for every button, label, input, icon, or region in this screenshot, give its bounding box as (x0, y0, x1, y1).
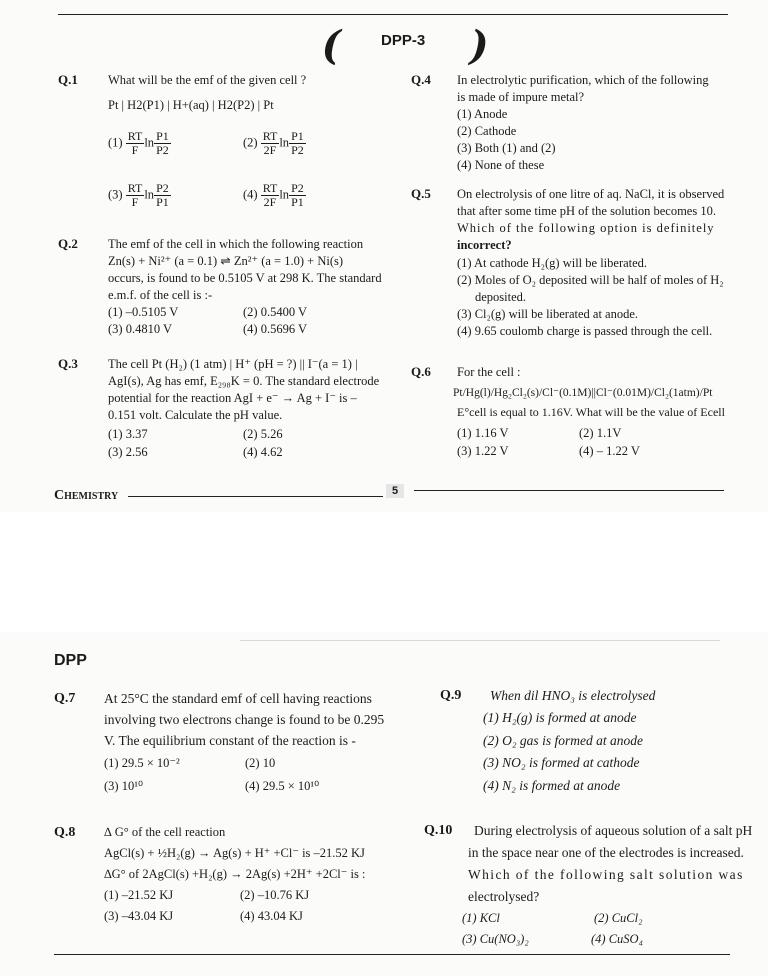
ln-label: ln (144, 135, 155, 150)
question-text: electrolysed? (468, 889, 540, 904)
question-text: In electrolytic purification, which of the following (457, 73, 709, 87)
option-1: (1) At cathode H₂(g) will be liberated. (457, 256, 648, 270)
left-bracket-decoration: ( (317, 22, 346, 69)
option-2: (2) Cathode (457, 124, 517, 138)
question-number: Q.1 (58, 72, 78, 87)
option-3: (3) 10¹⁰ (104, 779, 143, 793)
question-text: is made of impure metal? (457, 90, 585, 104)
question-number: Q.3 (58, 356, 78, 371)
option-4: (4) N₂ is formed at anode (483, 778, 621, 793)
question-text: Which of the following option is definitely (457, 221, 715, 235)
footer-rule-right (414, 490, 724, 491)
top-rule (58, 14, 728, 15)
question-text: At 25°C the standard emf of cell having reactions (104, 691, 372, 706)
coefficient-fraction: $\frac{RT}{F}$ (127, 129, 143, 157)
pressure-fraction: $\frac{P2}{P1}$ (291, 181, 304, 209)
option-number: (1) (108, 135, 123, 150)
cell-notation: Pt | H2(P1) | H+(aq) | H2(P2) | Pt (108, 98, 274, 112)
question-text: During electrolysis of aqueous solution of a salt pH (474, 823, 753, 838)
page-gap (0, 512, 768, 632)
option-number: (2) (243, 135, 258, 150)
question-text: What will be the emf of the given cell ? (108, 73, 307, 87)
option-2: (2) CuCl₂ (594, 911, 643, 925)
question-text: Which of the following salt solution was (468, 867, 744, 882)
option-1: (1) –0.5105 V (108, 305, 179, 319)
ln-label: ln (144, 187, 155, 202)
question-text: V. The equilibrium constant of the reaction is - (104, 733, 356, 748)
option-number: (4) (243, 187, 258, 202)
option-1: (1) Anode (457, 107, 508, 121)
page-title: DPP-3 (381, 32, 426, 49)
option-4: (4) None of these (457, 158, 545, 172)
option-1: (1) KCl (462, 911, 500, 925)
question-text: E°cell is equal to 1.16V. What will be the value of Ecell (457, 405, 725, 419)
option-2: (2) 5.26 (243, 427, 283, 441)
option-3: (3) Both (1) and (2) (457, 141, 556, 155)
question-text: in the space near one of the electrodes is increased. (468, 845, 744, 860)
bottom-rule (54, 954, 730, 955)
cell-notation: Pt/Hg(l)/Hg₂Cl₂(s)/Cl⁻(0.1M)||Cl⁻(0.01M)/Cl₂(1atm)/Pt (453, 387, 713, 399)
footer-rule-left (128, 496, 383, 497)
second-page-top-rule (240, 640, 720, 641)
question-number: Q.2 (58, 236, 78, 251)
reaction-equation: AgCl(s) + ½H₂(g) → Ag(s) + H⁺ +Cl⁻ is –21.52 KJ (104, 846, 365, 860)
question-text: occurs, is found to be 0.5105 V at 298 K. The standard (108, 271, 382, 285)
pressure-fraction: $\frac{P1}{P2}$ (291, 129, 304, 157)
question-number: Q.10 (424, 823, 453, 838)
reaction-equation: Zn(s) + Ni²⁺ (a = 0.1) ⇌ Zn²⁺ (a = 1.0) + Ni(s) (108, 254, 344, 268)
pressure-fraction: $\frac{P2}{P1}$ (156, 181, 169, 209)
question-text: When dil HNO₃ is electrolysed (490, 688, 656, 703)
coefficient-fraction: $\frac{RT}{F}$ (127, 181, 143, 209)
reaction-equation: ∆G° of 2AgCl(s) +H₂(g) → 2Ag(s) +2H⁺ +2Cl⁻ is : (104, 867, 366, 881)
option-1 (108, 130, 171, 157)
coefficient-fraction: $\frac{RT}{2F}$ (262, 129, 278, 157)
page-number: 5 (386, 484, 404, 498)
option-4: (4) 43.04 KJ (240, 909, 303, 923)
option-4: (4) 0.5696 V (243, 322, 308, 336)
question-text: that after some time pH of the solution becomes 10. (457, 204, 716, 218)
option-1: (1) 29.5 × 10⁻² (104, 756, 180, 770)
option-3: (3) NO₂ is formed at cathode (483, 755, 640, 770)
question-text: incorrect? (457, 238, 512, 252)
subject-label: Chemistry (54, 488, 119, 503)
pressure-fraction: $\frac{P1}{P2}$ (156, 129, 169, 157)
question-number: Q.5 (411, 186, 431, 201)
option-2: (2) 1.1V (579, 426, 622, 440)
ln-label: ln (279, 135, 290, 150)
question-text: For the cell : (457, 365, 521, 379)
question-text: On electrolysis of one litre of aq. NaCl, it is observed (457, 187, 725, 201)
option-2: (2) O₂ gas is formed at anode (483, 733, 643, 748)
option-number: (3) (108, 187, 123, 202)
question-number: Q.8 (54, 825, 76, 840)
option-4: (4) 4.62 (243, 445, 283, 459)
right-bracket-decoration: ) (465, 22, 494, 69)
question-number: Q.6 (411, 364, 431, 379)
question-text: involving two electrons change is found to be 0.295 (104, 712, 385, 727)
question-number: Q.7 (54, 691, 76, 706)
option-1: (1) –21.52 KJ (104, 888, 174, 902)
question-number: Q.9 (440, 688, 462, 703)
question-text: The cell Pt (H₂) (1 atm) | H⁺ (pH = ?) || I⁻(a = 1) | (108, 357, 358, 371)
option-4: (4) 9.65 coulomb charge is passed through the cell. (457, 324, 713, 338)
question-text: AgI(s), Ag has emf, E₂₉₈K = 0. The standard electrode (108, 374, 380, 388)
option-4 (243, 182, 306, 209)
section-title: DPP (54, 652, 87, 669)
option-4: (4) CuSO₄ (591, 932, 643, 946)
question-text: 0.151 volt. Calculate the pH value. (108, 408, 283, 422)
option-2 (243, 130, 306, 157)
question-number: Q.4 (411, 72, 431, 87)
option-4: (4) 29.5 × 10¹⁰ (245, 779, 320, 793)
option-1: (1) 3.37 (108, 427, 148, 441)
question-text: ∆ G° of the cell reaction (104, 825, 226, 839)
option-3: (3) 0.4810 V (108, 322, 173, 336)
question-text: potential for the reaction AgI + e⁻ → Ag + I⁻ is – (108, 391, 357, 405)
option-2: (2) Moles of O₂ deposited will be half of moles of H₂ (457, 273, 724, 287)
option-3: (3) Cu(NO₃)₂ (462, 932, 529, 946)
question-text: e.m.f. of the cell is :- (108, 288, 213, 302)
question-text: The emf of the cell in which the following reaction (108, 237, 364, 251)
ln-label: ln (279, 187, 290, 202)
option-2: (2) –10.76 KJ (240, 888, 310, 902)
option-3: (3) Cl₂(g) will be liberated at anode. (457, 307, 639, 321)
coefficient-fraction: $\frac{RT}{2F}$ (262, 181, 278, 209)
option-3: (3) 2.56 (108, 445, 148, 459)
option-2-continued: deposited. (475, 290, 527, 304)
option-1: (1) 1.16 V (457, 426, 509, 440)
option-1: (1) H₂(g) is formed at anode (483, 710, 637, 725)
option-3: (3) 1.22 V (457, 444, 509, 458)
option-2: (2) 10 (245, 756, 276, 770)
option-3 (108, 182, 171, 209)
option-2: (2) 0.5400 V (243, 305, 308, 319)
option-3: (3) –43.04 KJ (104, 909, 174, 923)
option-4: (4) – 1.22 V (579, 444, 640, 458)
